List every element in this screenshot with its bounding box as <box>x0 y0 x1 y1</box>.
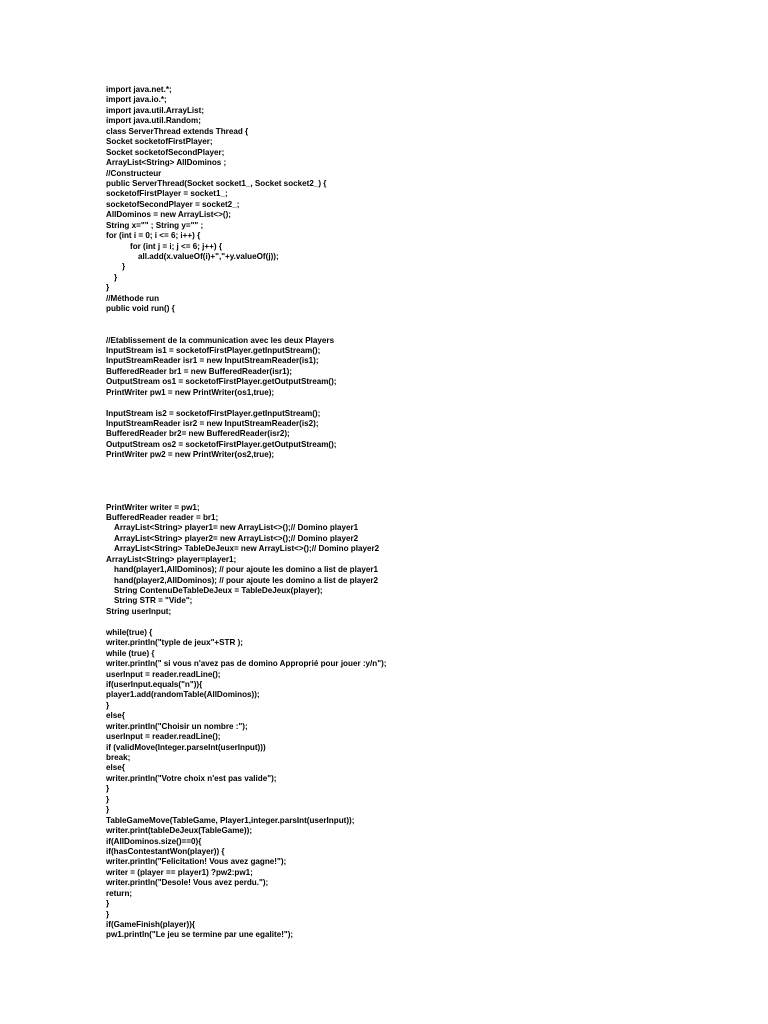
code-line <box>106 315 726 325</box>
code-line: } <box>114 272 118 282</box>
code-line: class ServerThread extends Thread { <box>106 126 249 136</box>
code-line: } <box>106 899 110 909</box>
code-line: ArrayList<String> AllDominos ; <box>106 158 227 168</box>
code-line: } <box>106 700 110 710</box>
code-line: socketofSecondPlayer = socket2_; <box>106 199 240 209</box>
code-line: BufferedReader br2= new BufferedReader(isr2); <box>106 429 290 439</box>
code-line: //Constructeur <box>106 168 162 178</box>
code-line: ArrayList<String> player1= new ArrayList<>();// Domino player1 <box>114 523 359 533</box>
code-line: } <box>106 805 110 815</box>
code-line: OutputStream os1 = socketofFirstPlayer.getOutputStream(); <box>106 377 337 387</box>
code-line: } <box>106 794 110 804</box>
code-line: ArrayList<String> player=player1; <box>106 554 237 564</box>
code-line: break; <box>106 753 131 762</box>
code-line: InputStream is1 = socketofFirstPlayer.getInputStream(); <box>106 345 321 355</box>
code-line: import java.net.*; <box>106 85 172 94</box>
code-line: hand(player2,AllDominos); // pour ajoute les domino a list de player2 <box>114 575 378 585</box>
code-line: if(AllDominos.size()==0){ <box>106 836 202 846</box>
code-line: String STR = "Vide"; <box>114 596 193 606</box>
code-line: writer.println("Votre choix n'est pas valide"); <box>106 773 277 783</box>
code-line: writer.println("Felicitation! Vous avez gagne!"); <box>106 857 287 867</box>
code-line <box>106 325 726 335</box>
code-line: AllDominos = new ArrayList<>(); <box>106 210 231 220</box>
code-line: String userInput; <box>106 606 172 616</box>
code-line: writer.println("Choisir un nombre :"); <box>106 721 248 731</box>
code-line: ArrayList<String> TableDeJeux= new ArrayList<>();// Domino player2 <box>114 544 380 554</box>
code-line: else{ <box>106 711 125 721</box>
code-line <box>106 461 726 471</box>
code-line: while(true) { <box>106 627 153 637</box>
code-line: for (int i = 0; i <= 6; i++) { <box>106 231 201 241</box>
code-line: String ContenuDeTableDeJeux = TableDeJeux(player); <box>114 586 323 595</box>
code-line: writer.println("typle de jeux"+STR ); <box>106 638 243 648</box>
code-line <box>106 482 726 492</box>
code-line: while (true) { <box>106 648 155 658</box>
code-listing <box>106 85 726 941</box>
code-line: if (validMove(Integer.parseInt(userInput))) <box>106 742 266 752</box>
code-line: BufferedReader br1 = new BufferedReader(isr1); <box>106 366 292 376</box>
code-line: import java.io.*; <box>106 95 167 105</box>
code-line: //Méthode run <box>106 293 160 303</box>
code-line: PrintWriter pw2 = new PrintWriter(os2,true); <box>106 450 275 460</box>
code-line: pw1.println("Le jeu se termine par une egalite!"); <box>106 930 294 940</box>
code-line: player1.add(randomTable(AllDominos)); <box>106 690 260 700</box>
code-line: hand(player1,AllDominos); // pour ajoute les domino a list de player1 <box>114 565 378 575</box>
code-line: userInput = reader.readLine(); <box>106 669 221 679</box>
code-line: PrintWriter pw1 = new PrintWriter(os1,true); <box>106 387 275 397</box>
code-line: for (int j = i; j <= 6; j++) { <box>130 241 222 251</box>
code-line <box>106 471 726 481</box>
code-line: TableGameMove(TableGame, Player1,integer.parsInt(userInput)); <box>106 815 355 825</box>
code-line: userInput = reader.readLine(); <box>106 732 221 742</box>
code-line: import java.util.ArrayList; <box>106 105 205 115</box>
code-line: writer = (player == player1) ?pw2:pw1; <box>106 867 253 877</box>
code-line <box>106 492 726 502</box>
code-line: import java.util.Random; <box>106 116 201 126</box>
code-line: socketofFirstPlayer = socket1_; <box>106 189 228 199</box>
code-line: BufferedReader reader = br1; <box>106 512 219 522</box>
code-line: else{ <box>106 763 125 773</box>
code-line: Socket socketofSecondPlayer; <box>106 147 225 157</box>
code-line: return; <box>106 888 133 898</box>
code-line: } <box>122 262 126 272</box>
code-line: all.add(x.valueOf(i)+","+y.valueOf(j)); <box>138 252 279 261</box>
code-line: InputStream is2 = socketofFirstPlayer.getInputStream(); <box>106 408 321 418</box>
code-line <box>106 617 726 627</box>
code-line: writer.println(" si vous n'avez pas de domino Approprié pour jouer :y/n"); <box>106 659 387 669</box>
code-line: } <box>106 909 110 919</box>
code-line: PrintWriter writer = pw1; <box>106 502 200 512</box>
code-line: OutputStream os2 = socketofFirstPlayer.getOutputStream(); <box>106 439 337 449</box>
code-line: InputStreamReader isr2 = new InputStreamReader(is2); <box>106 419 319 428</box>
code-line: } <box>106 283 110 293</box>
code-line: writer.print(tableDeJeux(TableGame)); <box>106 826 253 836</box>
code-line: if(GameFinish(player)){ <box>106 920 196 929</box>
code-line <box>106 398 726 408</box>
code-line: InputStreamReader isr1 = new InputStreamReader(is1); <box>106 356 319 366</box>
code-line: public ServerThread(Socket socket1_, Socket socket2_) { <box>106 178 327 188</box>
code-line: } <box>106 784 110 794</box>
code-line: ArrayList<String> player2= new ArrayList<>();// Domino player2 <box>114 533 359 543</box>
code-line: public void run() { <box>106 304 175 314</box>
code-line: if(hasContestantWon(player)) { <box>106 846 225 856</box>
code-line: writer.println("Desole! Vous avez perdu."); <box>106 878 269 888</box>
code-line: if(userInput.equals("n")){ <box>106 679 203 689</box>
code-line: String x="" ; String y="" ; <box>106 220 204 230</box>
code-line: //Etablissement de la communication avec les deux Players <box>106 335 335 345</box>
code-line: Socket socketofFirstPlayer; <box>106 137 213 147</box>
